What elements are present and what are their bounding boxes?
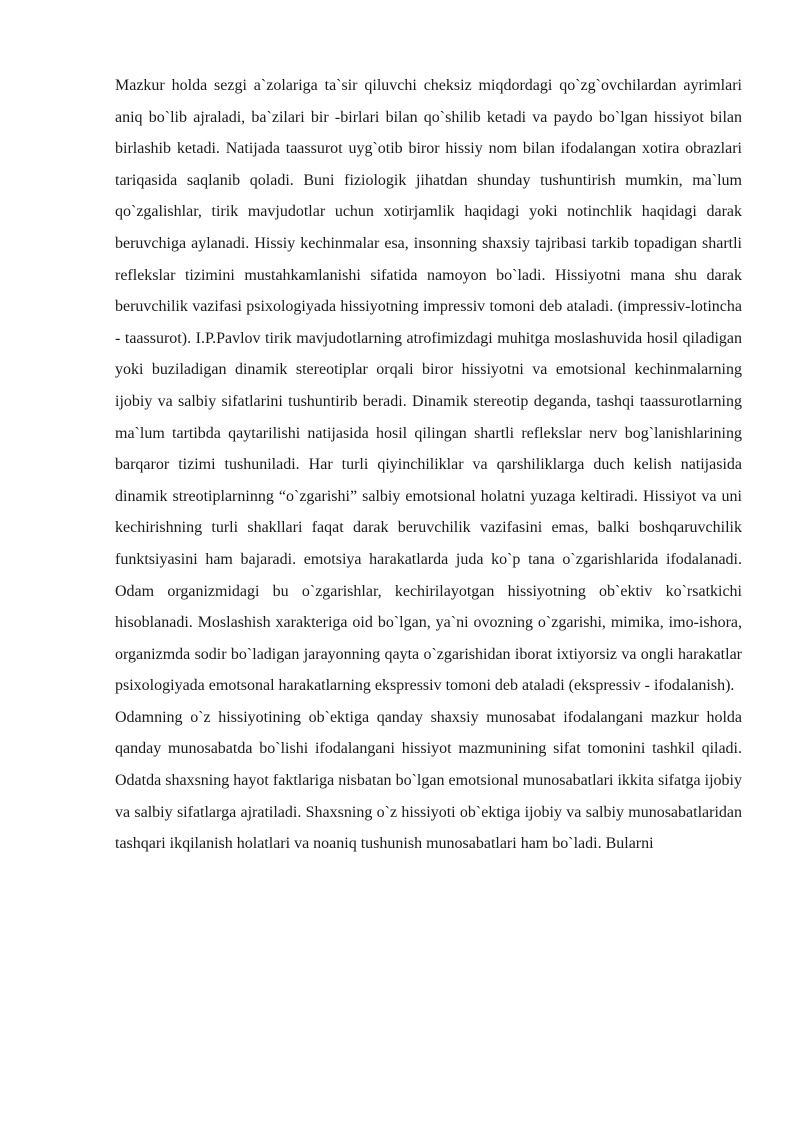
body-text [115, 70, 742, 860]
paragraph-2: Odamning o`z hissiyotining ob`ektiga qanday shaxsiy munosabat ifodalangani mazkur holda qanday munosabatda bo`lishi ifodalangani hissiyot mazmunining sifat tomonini tashkil qiladi. Odatda shaxsning hayot faktlariga nisbatan bo`lgan emotsional munosabatlari ikkita sifatga ijobiy va salbiy sifatlarga ajratiladi. Shaxsning o`z hissiyoti ob`ektiga ijobiy va salbiy munosabatlaridan tashqari ikqilanish holatlari va noaniq tushunish munosabatlari ham bo`ladi. Bularni [115, 708, 742, 853]
paragraph-1: Mazkur holda sezgi a`zolariga ta`sir qiluvchi cheksiz miqdordagi qo`zg`ovchilardan ayrimlari aniq bo`lib ajraladi, ba`zilari bir -birlari bilan qo`shilib ketadi va paydo bo`lgan hissiyot bilan birlashib ketadi. Natijada taassurot uyg`otib biror hissiy nom bilan ifodalangan xotira obrazlari tariqasida saqlanib qoladi. Buni fiziologik jihatdan shunday tushuntirish mumkin, ma`lum qo`zgalishlar, tirik mavjudotlar uchun xotirjamlik haqidagi yoki notinchlik haqidagi darak beruvchiga aylanadi. Hissiy kechinmalar esa, insonning shaxsiy tajribasi tarkib topadigan shartli reflekslar tizimini mustahkamlanishi sifatida namoyon bo`ladi. Hissiyotni mana shu darak beruvchilik vazifasi psixologiyada hissiyotning impressiv tomoni deb ataladi. (impressiv-lotincha - taassurot). I.P.Pavlov tirik mavjudotlarning atrofimizdagi muhitga moslashuvida hosil qiladigan yoki buziladigan dinamik stereotiplar orqali biror hissiyotni va emotsional kechinmalarning ijobiy va salbiy sifatlarini tushuntirib beradi. Dinamik stereotip deganda, tashqi taassurotlarning ma`lum tartibda qaytarilishi natijasida hosil qilingan shartli reflekslar nerv bog`lanishlarining barqaror tizimi tushuniladi. Har turli qiyinchiliklar va qarshiliklarga duch kelish natijasida dinamik streotiplarninng “o`zgarishi” salbiy emotsional holatni yuzaga keltiradi. Hissiyot va uni kechirishning turli shakllari faqat darak beruvchilik vazifasini emas, balki boshqaruvchilik funktsiyasini ham bajaradi. emotsiya harakatlarda juda ko`p tana o`zgarishlarida ifodalanadi. Odam organizmidagi bu o`zgarishlar, kechirilayotgan hissiyotning ob`ektiv ko`rsatkichi hisoblanadi. Moslashish xarakteriga oid bo`lgan, ya`ni ovozning o`zgarishi, mimika, imo-ishora, organizmda sodir bo`ladigan jarayonning qayta o`zgarishidan iborat ixtiyorsiz va ongli harakatlar psixologiyada emotsonal harakatlarning ekspressiv tomoni deb ataladi (ekspressiv - ifodalanish). [115, 77, 742, 695]
